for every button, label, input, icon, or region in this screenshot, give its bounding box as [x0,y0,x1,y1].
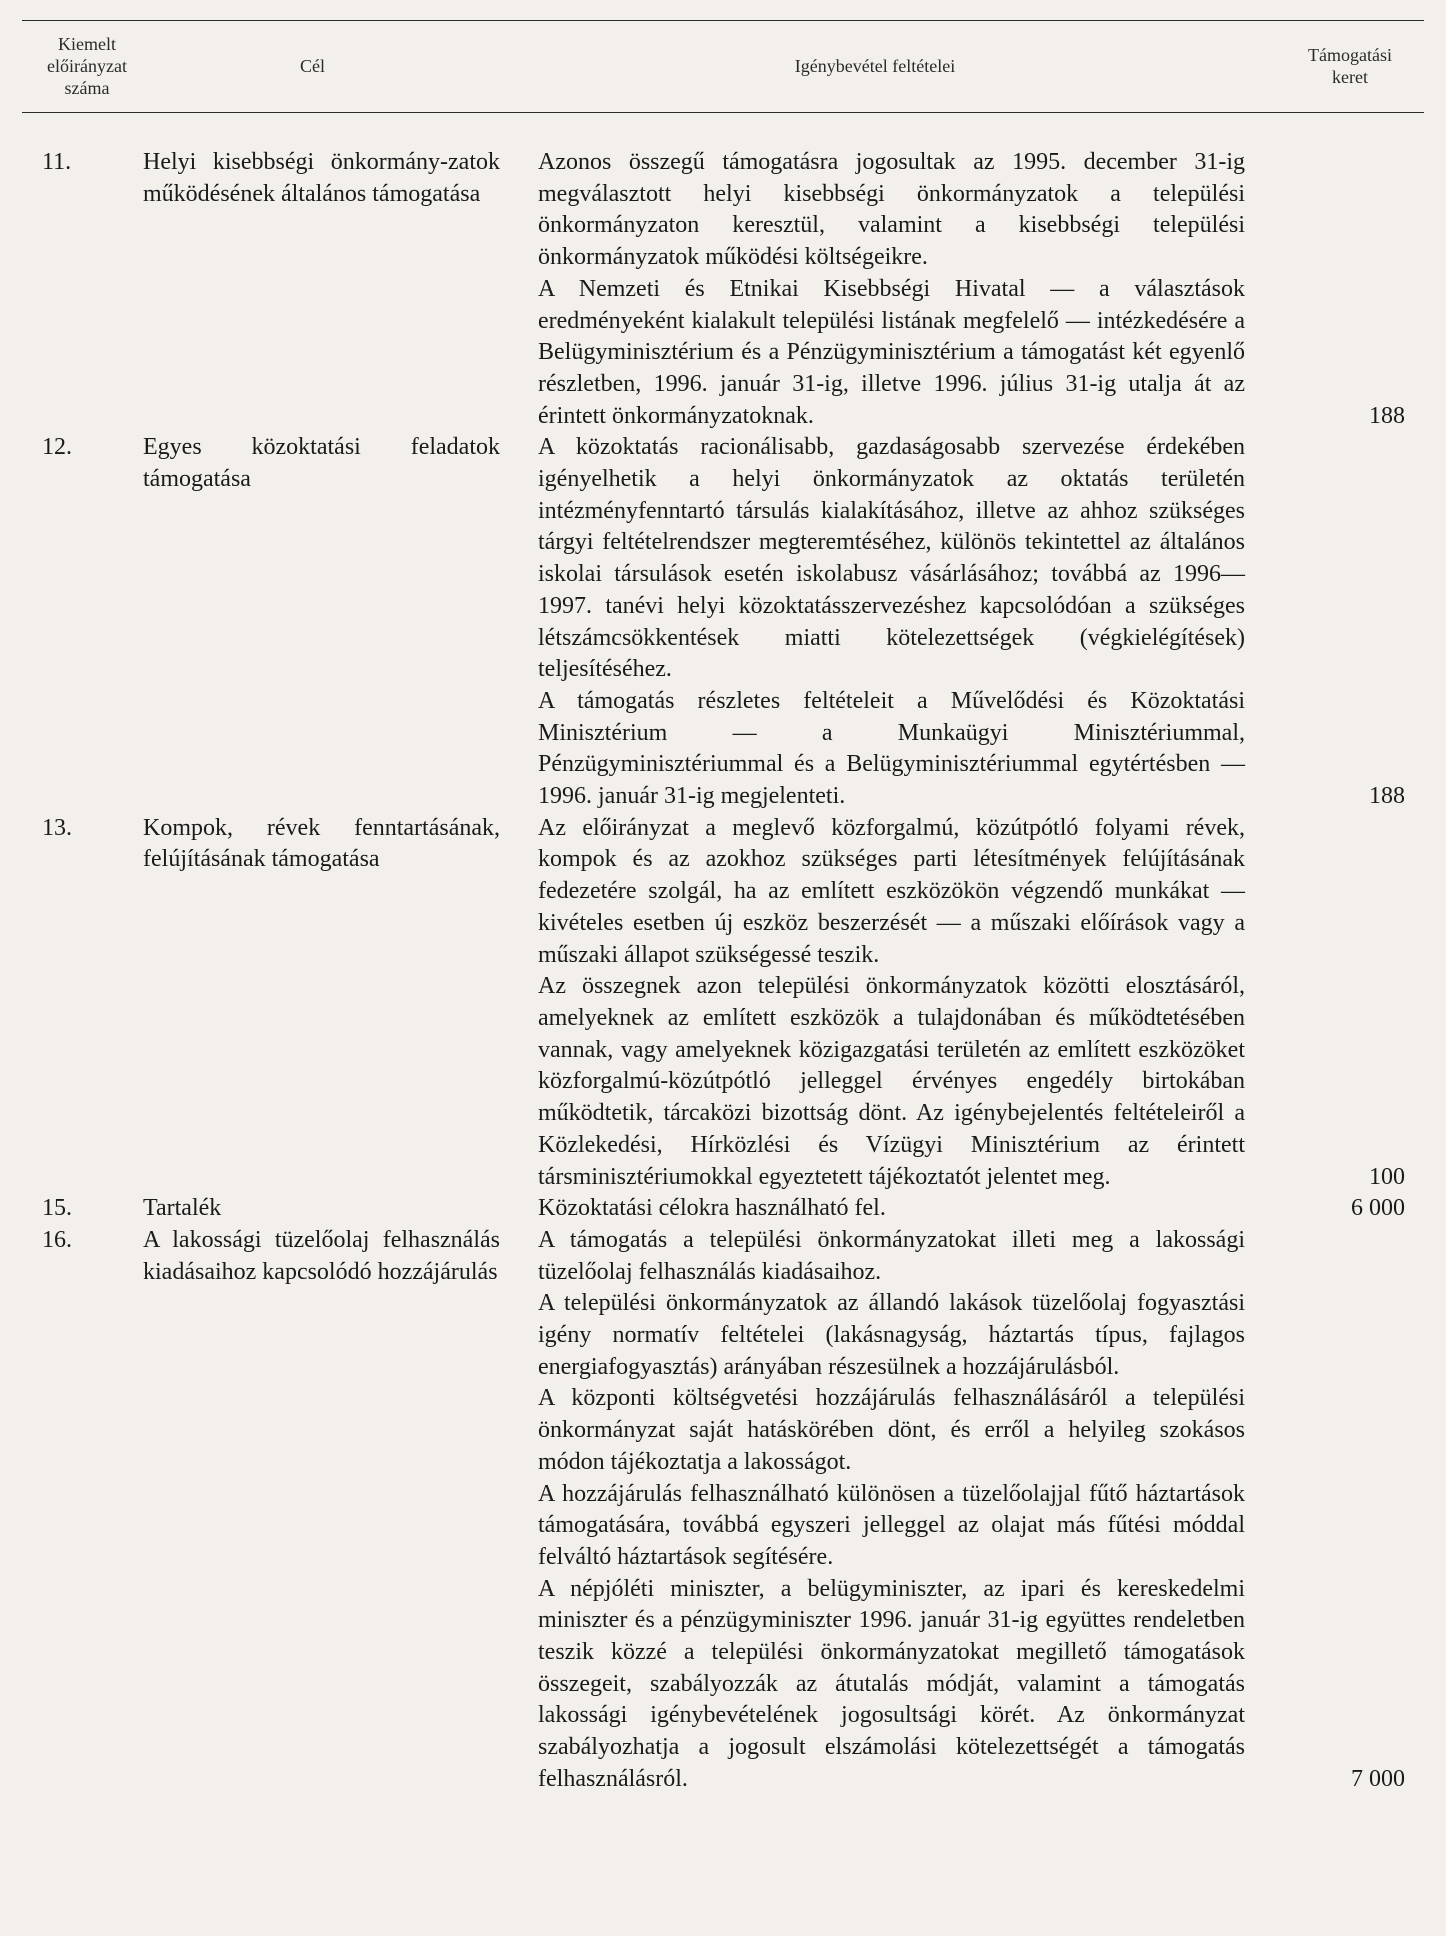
row-keret: 188 [1369,402,1405,429]
row-paragraph: Közoktatási célokra használható fel. [538,1195,886,1222]
row-number: 13. [42,814,72,841]
row-feltetel [538,1225,1245,1796]
row-feltetel [538,147,1245,432]
row-paragraph: A népjóléti miniszter, a belügyminiszter, az ipari és kereskedelmi miniszter és a pénzügyminiszter 1996. január 31-ig együttes rendeletben teszik közzé a települési önkormányzatokat megillető támogatások összegeit, szabályozzák az átutalás módját, valamint a támogatás lakossági igénybevételének jogosultsági körét. Az önkormányzat szabályozhatja a jogosult elszámolási kötelezettségét a támogatás felhasználásról. [538,1575,1245,1792]
row-feltetel [538,432,1245,812]
row-paragraph: A központi költségvetési hozzájárulás felhasználásáról a települési önkormányzat saját hatáskörében dönt, és erről a helyileg szokásos módon tájékoztatja a lakosságot. [538,1385,1245,1475]
row-number: 15. [42,1195,72,1222]
table-row [0,1193,1446,1225]
row-keret: 6 000 [1351,1195,1405,1222]
row-paragraph: A Nemzeti és Etnikai Kisebbségi Hivatal — a választások eredményeként kialakult települési listának megfelelő — intézkedésére a Belügyminisztérium és a Pénzügyminisztérium a támogatást két egyenlő részletben, 1996. január 31-ig, illetve 1996. július 31-ig utalja át az érintett önkormányzatoknak. [538,275,1245,429]
table-row [0,147,1446,432]
row-keret: 188 [1369,783,1405,810]
row-cel-text: Helyi kisebbségi önkormány-zatok működésének általános támogatása [143,149,500,207]
row-number: 12. [42,434,72,461]
header-igenybevetel-feltetelei: Igénybevétel feltételei [794,56,956,76]
header-kiemelt-eloiranyzat: Kiemelt előirányzat száma [47,34,127,98]
row-paragraph: A támogatás a települési önkormányzatokat illeti meg a lakossági tüzelőolaj felhasználás kiadásaihoz. [538,1226,1245,1285]
row-paragraph: Az összegnek azon települési önkormányzatok közötti elosztásáról, amelyeknek az említett eszközök a tulajdonában és működtetésében vannak, vagy amelyeknek közigazgatási területén az említett eszközöket közforgalmú-közútpótló jelleggel érvényes engedély birtokában működtetik, tárcaközi bizottság dönt. Az igénybejelentés feltételeiről a Közlekedési, Hírközlési és Vízügyi Minisztérium az érintett társminisztériumokkal egyeztetett tájékoztatót jelentet meg. [538,973,1245,1190]
table-body [0,147,1446,1796]
row-paragraph: A támogatás részletes feltételeit a Művelődési és Közoktatási Minisztérium — a Munkaügyi Minisztériummal, Pénzügyminisztériummal és a Belügyminisztériummal egytértésben — 1996. január 31-ig megjelenteti. [538,687,1245,810]
row-paragraph: A hozzájárulás felhasználható különösen a tüzelőolajjal fűtő háztartások támogatására, továbbá egyszeri jelleggel az olajat más fűtési móddal felváltó háztartások segítésére. [538,1480,1245,1570]
table-row [0,1225,1446,1796]
row-number: 11. [42,149,72,175]
row-cel [143,1225,538,1796]
row-feltetel [538,1193,1245,1225]
row-cel-text: Egyes közoktatási feladatok támogatása [143,434,500,493]
row-cel [143,147,538,432]
row-paragraph: A települési önkormányzatok az állandó lakások tüzelőolaj fogyasztási igény normatív feltételei (lakásnagyság, háztartás típus, fajlagos energiafogyasztás) arányában részesülnek a hozzájárulásból. [538,1290,1245,1380]
row-cel-text: Kompok, révek fenntartásának, felújításának támogatása [143,814,500,873]
row-cel-text: A lakossági tüzelőolaj felhasználás kiadásaihoz kapcsolódó hozzájárulás [143,1226,500,1285]
table-row [0,432,1446,812]
row-number: 16. [42,1226,72,1253]
row-keret: 7 000 [1351,1765,1405,1792]
row-cel [143,1193,538,1225]
row-paragraph: Az előirányzat a meglevő közforgalmú, közútpótló folyami révek, kompok és az azokhoz szükséges parti létesítmények felújításának fedezetére szolgál, ha az említett eszközökön végzendő munkákat — kivételes esetben új eszköz beszerzését — a műszaki előírások vagy a műszaki állapot szükségessé teszik. [538,814,1245,968]
header-cel: Cél [300,56,325,76]
row-feltetel [538,813,1245,1193]
row-paragraph: A közoktatás racionálisabb, gazdaságosabb szervezése érdekében igényelhetik a helyi önkormányzatok az oktatás területén intézményfenntartó társulás kialakításához, illetve az ahhoz szükséges tárgyi feltételrendszer megteremtéséhez, különös tekintettel az általános iskolai társulások esetén iskolabusz vásárlásához; továbbá az 1996—1997. tanévi helyi közoktatásszervezéshez kapcsolódóan a szükséges létszámcsökkentések miatti kötelezettségek (végkielégítések) teljesítéséhez. [538,434,1245,683]
header-tamogatasi-keret: Támogatási keret [1308,45,1392,87]
row-cel [143,432,538,812]
row-cel [143,813,538,1193]
row-paragraph: Azonos összegű támogatásra jogosultak az 1995. december 31-ig megválasztott helyi kisebbségi önkormányzatok a települési önkormányzaton keresztül, valamint a kisebbségi települési önkormányzatok működési költségeikre. [538,149,1245,271]
header-rule [22,112,1424,113]
row-cel-text: Tartalék [143,1195,222,1222]
top-rule [22,20,1424,21]
row-keret: 100 [1369,1163,1405,1190]
table-row [0,813,1446,1193]
